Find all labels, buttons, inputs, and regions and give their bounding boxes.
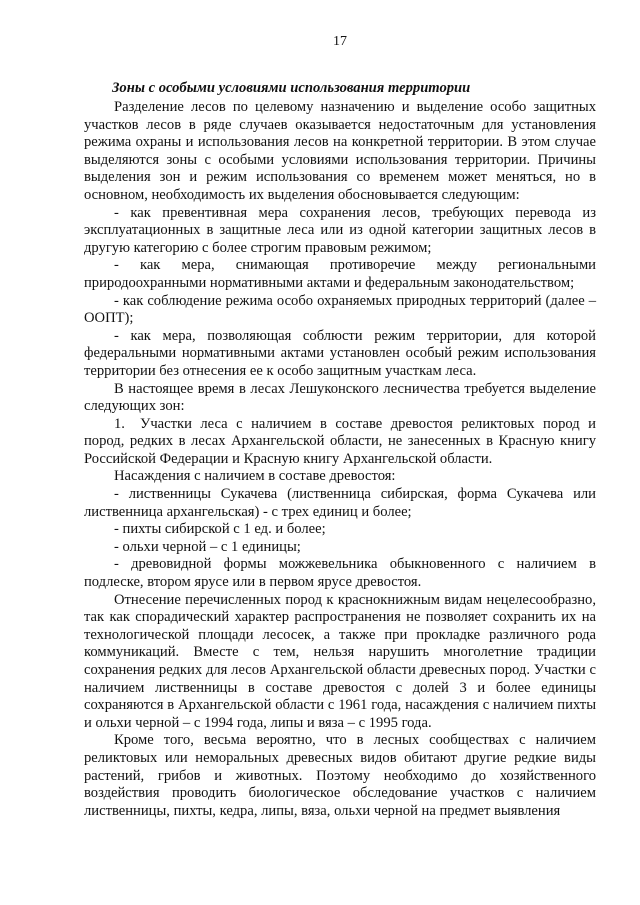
paragraph-rationale: Отнесение перечисленных пород к краснокнижным видам нецелесообразно, так как спорадический характер распространения не позволяет сохранить их на технологической площади лесосек, а также при прокладке различного рода коммуникаций. Вместе с тем, нельзя нарушить многолетние традиции сохранения редких для лесов Архангельской области древесных пород. Участки с наличием лиственницы в составе древостоя с долей 3 и более единицы сохраняются в Архангельской области с 1961 года, насаждения с наличием пихты и ольхи черной – с 1994 года, липы и вяза – с 1995 года.: [84, 591, 596, 731]
list-item: - пихты сибирской с 1 ед. и более;: [114, 521, 326, 538]
list-item: - лиственницы Сукачева (лиственница сибирская, форма Сукачева или лиственница архангельская) - с трех единиц и более;: [84, 486, 596, 520]
document-body: [84, 99, 596, 820]
list-item: - как превентивная мера сохранения лесов, требующих перевода из эксплуатационных в защитные леса или из одной категории защитных лесов в другую категорию с более строгим правовым режимом;: [84, 204, 596, 256]
section-heading: Зоны с особыми условиями использования территории: [112, 80, 471, 96]
list-item: - как соблюдение режима особо охраняемых природных территорий (далее – ООПТ);: [84, 292, 596, 327]
numbered-item: [84, 416, 596, 469]
page-number: 17: [333, 34, 347, 49]
item-text: Участки леса с наличием в составе древостоя реликтовых пород и пород, редких в лесах Архангельской области, не занесенных в Красную книгу Российской Федерации и Красную книгу Архангельской области.: [84, 415, 596, 467]
paragraph-zones: В настоящее время в лесах Лешуконского лесничества требуется выделение следующих зон:: [84, 380, 596, 415]
item-number: 1.: [114, 415, 125, 432]
paragraph-intro: Разделение лесов по целевому назначению и выделение особо защитных участков лесов в ряде случаев оказывается недостаточным для установления режима охраны и использования лесов на конкретной территории. В этом случае выделяются зоны с особыми условиями использования территории. Причины выделения зон и режим использования со временем может меняться, но в основном, необходимость их выделения обосновывается следующим:: [84, 99, 596, 203]
list-item: - как мера, снимающая противоречие между региональными природоохранными нормативными актами и федеральным законодательством;: [84, 257, 596, 291]
list-item: - ольхи черной – с 1 единицы;: [114, 538, 301, 555]
paragraph-stands: Насаждения с наличием в составе древостоя:: [114, 468, 396, 485]
list-item: - древовидной формы можжевельника обыкновенного с наличием в подлеске, втором ярусе или в первом ярусе древостоя.: [84, 556, 596, 591]
list-item: - как мера, позволяющая соблюсти режим территории, для которой федеральными нормативными актами установлен особый режим использования территории без отнесения ее к особо защитным участкам леса.: [84, 327, 596, 379]
paragraph-survey: Кроме того, весьма вероятно, что в лесных сообществах с наличием реликтовых или неморальных древесных видов обитают другие редкие виды растений, грибов и животных. Поэтому необходимо до хозяйственного воздействия проводить биологическое обследование участков с наличием лиственницы, пихты, кедра, липы, вяза, ольхи черной на предмет выявления: [84, 732, 596, 819]
